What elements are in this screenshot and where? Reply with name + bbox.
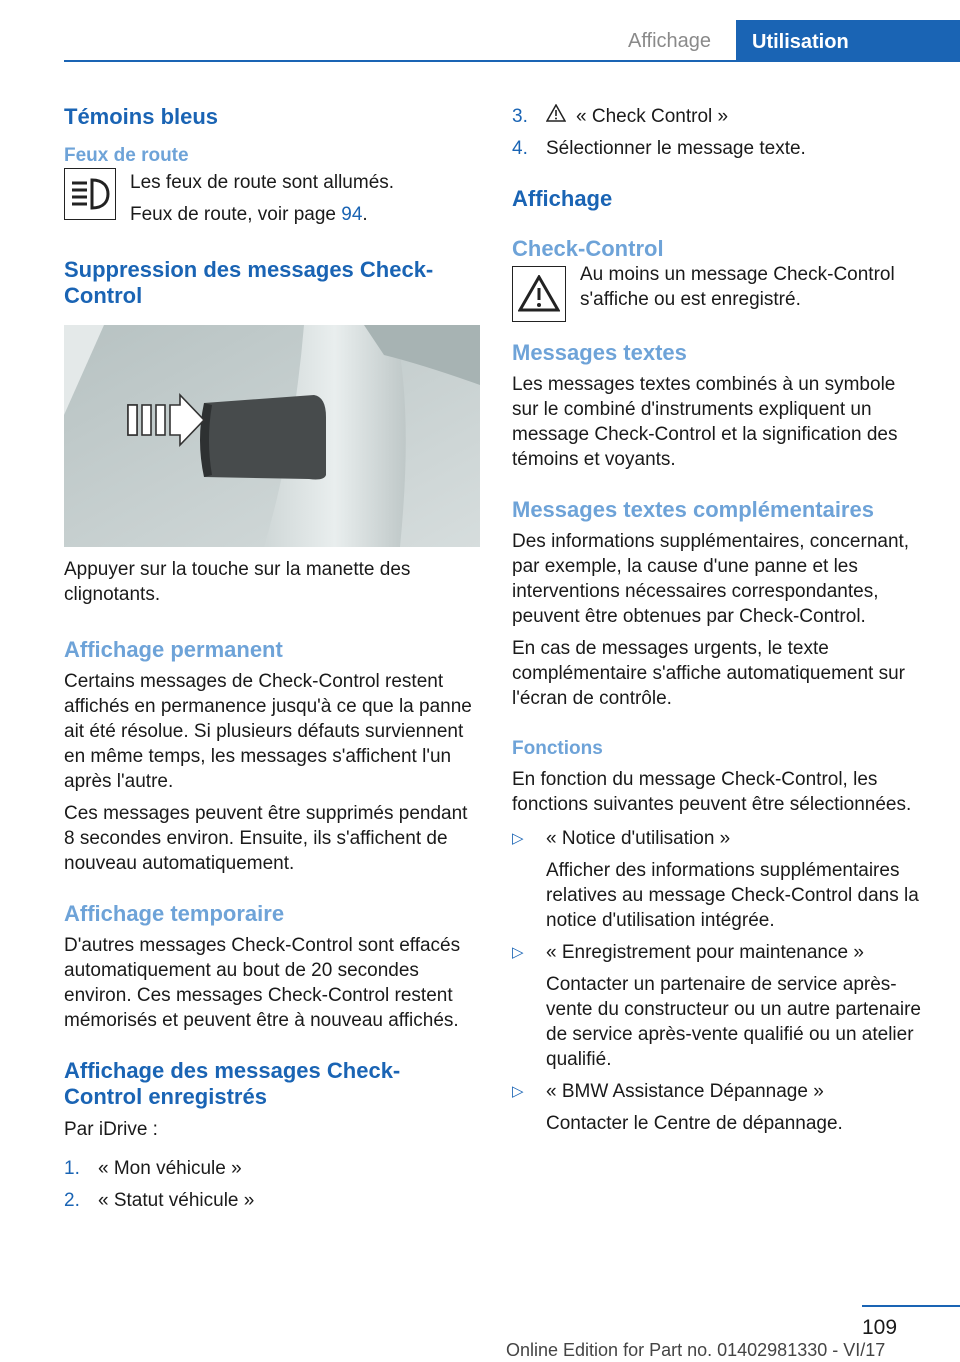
bullet-icon: ▷	[512, 830, 524, 847]
bullet-icon: ▷	[512, 1083, 524, 1100]
suppression-title: Suppression des messages Check-Control	[64, 257, 434, 308]
feux-text2: Feux de route, voir page 94.	[130, 204, 368, 225]
list-item: ▷ « BMW Assistance Dépannage » Contacter le Centre de dépannage.	[512, 1081, 843, 1134]
fonctions-p: En fonction du message Check-Control, les fonctions suivantes peuvent être sélectionnées.	[512, 769, 912, 815]
figure-caption: Appuyer sur la touche sur la manette des clignotants.	[64, 559, 411, 605]
feux-block	[64, 170, 480, 227]
temoins-title: Témoins bleus	[64, 104, 219, 129]
steps-list-left	[64, 1156, 480, 1213]
check-control-text: Au moins un message Check-Control s'affiche ou est enregistré.	[580, 264, 895, 310]
list-item: ▷ « Enregistrement pour maintenance » Contacter un partenaire de service après-vente du constructeur ou un autre partenaire de service après-vente qualifié ou un atelier qualifié.	[512, 942, 921, 1070]
feux-title: Feux de route	[64, 145, 189, 166]
list-item: 4. Sélectionner le message texte.	[512, 138, 806, 159]
check-control-title: Check-Control	[512, 236, 664, 261]
right-column	[512, 100, 926, 1136]
permanent-p2: Ces messages peuvent être supprimés pendant 8 secondes environ. Ensuite, ils s'affichent de nouveau automatiquement.	[64, 803, 468, 874]
high-beam-icon	[64, 168, 116, 220]
list-item: ▷ « Notice d'utilisation » Afficher des informations supplémentaires relatives au message Check-Control dans la notice d'utilisation intégrée.	[512, 828, 919, 931]
messages-textes-p: Les messages textes combinés à un symbole sur le combiné d'instruments expliquent un message Check-Control et la signification des témoins et voyants.	[512, 374, 898, 470]
temporaire-p1: D'autres messages Check-Control sont effacés automatiquement au bout de 20 secondes environ. Ces messages Check-Control restent mémorisés et peuvent être à nouveau affichés.	[64, 935, 461, 1031]
warning-triangle-icon	[546, 104, 566, 129]
messages-textes-title: Messages textes	[512, 340, 687, 365]
turn-signal-stalk-figure	[64, 325, 480, 547]
warning-triangle-icon	[512, 266, 566, 322]
messages-complementaires-p1: Des informations supplémentaires, concernant, par exemple, la cause d'une panne et les interventions nécessaires correspondantes, peuvent être obtenues par Check-Control.	[512, 531, 910, 627]
affichage-title: Affichage	[512, 186, 613, 211]
messages-complementaires-title: Messages textes complémentaires	[512, 497, 874, 522]
par-idrive: Par iDrive :	[64, 1119, 158, 1140]
feux-text1: Les feux de route sont allumés.	[130, 172, 395, 193]
header-section: Affichage	[628, 30, 712, 52]
fonctions-title: Fonctions	[512, 738, 603, 759]
permanent-p1: Certains messages de Check-Control restent affichés en permanence jusqu'à ce que la panne ait été résolue. Si plusieurs défauts surviennent en même temps, les messages s'affichent l'un après l'autre.	[64, 671, 472, 792]
header-chapter-tab: Utilisation	[736, 20, 960, 62]
bullet-icon: ▷	[512, 944, 524, 961]
page-link-94[interactable]: 94	[341, 204, 363, 225]
check-control-block	[512, 262, 926, 322]
functions-bullets	[512, 826, 926, 1136]
list-item: 1. « Mon véhicule »	[64, 1158, 242, 1179]
footer-rule	[862, 1305, 960, 1307]
temporaire-title: Affichage temporaire	[64, 901, 285, 926]
page-number: 109	[862, 1316, 898, 1339]
list-item: 3. « Check Control »	[512, 106, 729, 127]
messages-complementaires-p2: En cas de messages urgents, le texte complémentaire s'affiche automatiquement sur l'écran de contrôle.	[512, 638, 905, 709]
left-column	[64, 100, 480, 1213]
permanent-title: Affichage permanent	[64, 637, 283, 662]
edition-note: Online Edition for Part no. 01402981330 - VI/17	[506, 1340, 886, 1360]
enregistres-title: Affichage des messages Check-Control enregistrés	[64, 1058, 401, 1109]
list-item: 2. « Statut véhicule »	[64, 1190, 255, 1211]
